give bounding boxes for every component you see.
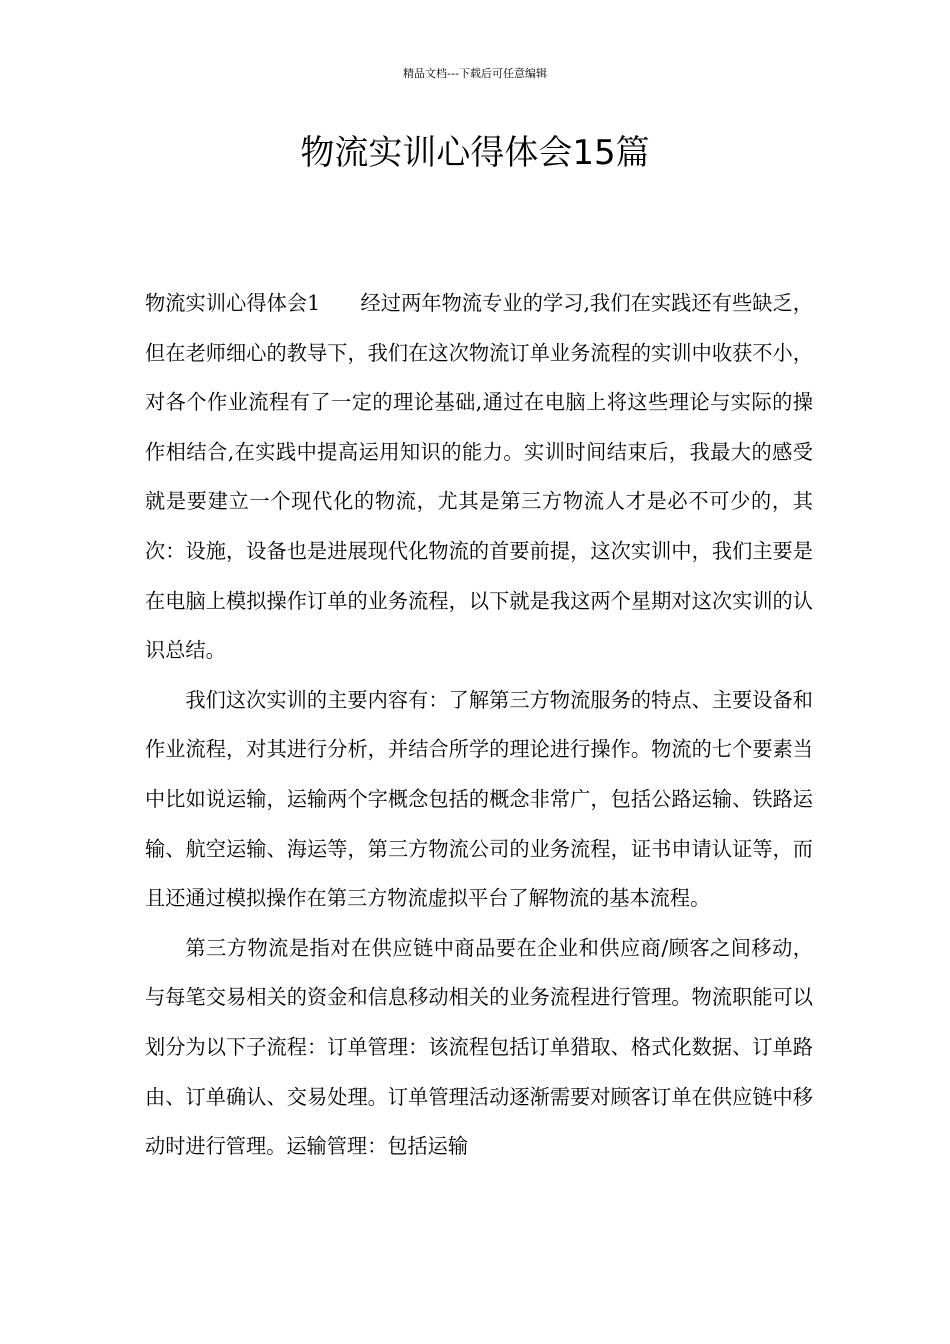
document-title: 物流实训心得体会15篇 [300, 133, 650, 173]
document-body [145, 279, 813, 1172]
paragraph-1 [145, 279, 813, 676]
paragraph-1-text: 经过两年物流专业的学习,我们在实践还有些缺乏，但在老师细心的教导下，我们在这次物流订单业务流程的实训中收获不小，对各个作业流程有了一定的理论基础,通过在电脑上将这些理论与实际的操作相结合,在实践中提高运用知识的能力。实训时间结束后，我最大的感受就是要建立一个现代化的物流，尤其是第三方物流人才是必不可少的，其次：设施，设备也是进展现代化物流的首要前提，这次实训中，我们主要是在电脑上模拟操作订单的业务流程，以下就是我这两个星期对这次实训的认识总结。 [145, 291, 813, 663]
paragraph-3: 第三方物流是指对在供应链中商品要在企业和供应商/顾客之间移动，与每笔交易相关的资金和信息移动相关的业务流程进行管理。物流职能可以划分为以下子流程：订单管理：该流程包括订单猎取、格式化数据、订单路由、订单确认、交易处理。订单管理活动逐渐需要对顾客订单在供应链中移动时进行管理。运输管理：包括运输 [145, 935, 813, 1159]
section-label: 物流实训心得体会1 [145, 291, 321, 315]
paragraph-2: 我们这次实训的主要内容有：了解第三方物流服务的特点、主要设备和作业流程，对其进行分析，并结合所学的理论进行操作。物流的七个要素当中比如说运输，运输两个字概念包括的概念非常广，包括公路运输、铁路运输、航空运输、海运等，第三方物流公司的业务流程，证书申请认证等，而且还通过模拟操作在第三方物流虚拟平台了解物流的基本流程。 [145, 687, 813, 911]
page-header-note: 精品文档---下载后可任意编辑 [403, 67, 547, 80]
